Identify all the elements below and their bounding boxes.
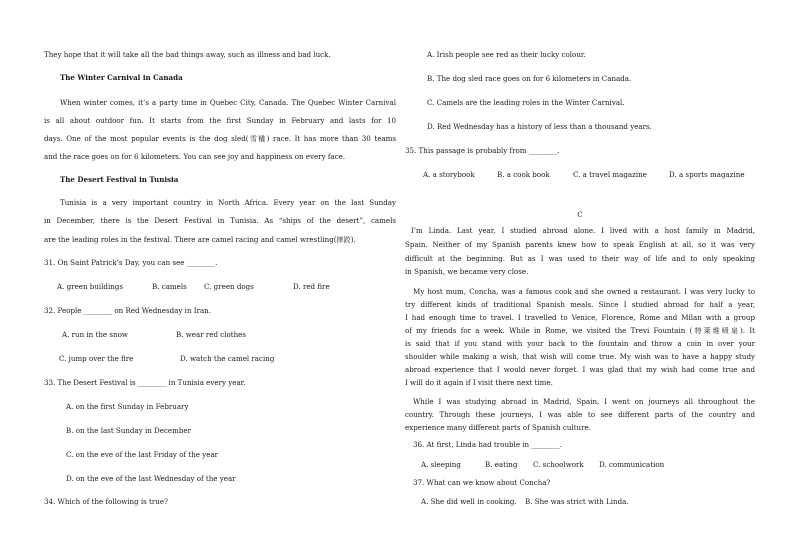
q32-stem: 32. People ________ on Red Wednesday in Iran. — [44, 306, 212, 315]
para1-line: Spain. Neither of my Spanish parents knew how to speak English at all, so it was very — [405, 240, 755, 249]
q35-option-b: B. a cook book — [497, 170, 550, 179]
q33-stem: 33. The Desert Festival is ________ in Tunisia every year. — [44, 378, 246, 387]
q31-option-b: B. camels — [152, 282, 187, 291]
winter-carnival-heading: The Winter Carnival in Canada — [60, 73, 183, 82]
q34-stem: 34. Which of the following is true? — [44, 497, 168, 506]
q32-option-a: A. run in the snow — [62, 330, 128, 339]
section-letter: C — [577, 210, 583, 219]
q35-option-a: A. a storybook — [423, 170, 475, 179]
q37-option-b: B. She was strict with Linda. — [525, 497, 629, 506]
desert-line: in December, there is the Desert Festival in Tunisia. As “ships of the desert”, camels — [44, 216, 396, 225]
winter-line: is all about outdoor fun. It starts from the first Sunday in February and lasts for 10 — [44, 116, 396, 125]
q37-stem: 37. What can we know about Concha? — [413, 478, 551, 487]
q35-option-c: C. a travel magazine — [573, 170, 647, 179]
q34-option-b: B. The dog sled race goes on for 6 kilometers in Canada. — [427, 74, 632, 83]
q31-option-c: C. green dogs — [204, 282, 254, 291]
q36-option-d: D. communication — [599, 460, 665, 469]
para2-line: abroad experience that I would never forget. I was glad that my wish had come true and — [405, 365, 755, 374]
para2-line: My host mum, Concha, was a famous cook and she owned a restaurant. I was very lucky to — [413, 287, 755, 296]
winter-line: days. One of the most popular events is the dog sled(雪橇) race. It has more than 30 teams — [44, 134, 396, 143]
q35-option-d: D. a sports magazine — [669, 170, 745, 179]
para1-line: I’m Linda. Last year, I studied abroad alone. I lived with a host family in Madrid, — [411, 226, 755, 235]
desert-line: are the leading roles in the festival. There are camel racing and camel wrestling(摔跤). — [44, 235, 356, 244]
para2-line: I had enough time to travel. I travelled to Venice, Florence, Rome and Milan with a group — [405, 313, 755, 322]
q37-option-a: A. She did well in cooking. — [421, 497, 517, 506]
q32-option-b: B. wear red clothes — [176, 330, 247, 339]
para2-line: I will do it again if I visit there next time. — [405, 378, 553, 387]
q33-option-d: D. on the eve of the last Wednesday of the year — [66, 474, 236, 483]
q34-option-c: C. Camels are the leading roles in the Winter Carnival. — [427, 98, 625, 107]
q33-option-b: B. on the last Sunday in December — [66, 426, 191, 435]
q32-option-c: C. jump over the fire — [59, 354, 134, 363]
para2-line: is said that if you stand with your back to the fountain and throw a coin in over your — [405, 339, 755, 348]
q34-option-d: D. Red Wednesday has a history of less than a thousand years. — [427, 122, 652, 131]
para3-line: While I was studying abroad in Madrid, Spain, I went on journeys all throughout the — [413, 397, 755, 406]
q31-option-a: A. green buildings — [57, 282, 123, 291]
q35-stem: 35. This passage is probably from ________. — [405, 146, 560, 155]
desert-line: Tunisia is a very important country in North Africa. Every year on the last Sunday — [60, 198, 396, 207]
para1-line: difficult at the beginning. But as I was used to their way of life and to only speaking — [405, 254, 755, 263]
q33-option-c: C. on the eve of the last Friday of the year — [66, 450, 219, 459]
intro-tail-text: They hope that it will take all the bad things away, such as illness and bad luck. — [44, 50, 331, 59]
para2-line: shoulder while making a wish, that wish will come true. My wish was to have a happy study — [405, 352, 755, 361]
para2-line: try different kinds of traditional Spanish meals. Since I studied abroad for half a year, — [405, 300, 755, 309]
q31-option-d: D. red fire — [293, 282, 330, 291]
para2-line: of my friends for a week. While in Rome, we visited the Trevi Fountain (特莱维喷泉). It — [405, 326, 755, 335]
para1-line: in Spanish, we became very close. — [405, 267, 529, 276]
winter-line: and the race goes on for 6 kilometers. You can see joy and happiness on every face. — [44, 152, 346, 161]
q34-option-a: A. Irish people see red as their lucky colour. — [427, 50, 586, 59]
q36-option-c: C. schoolwork — [533, 460, 584, 469]
q33-option-a: A. on the first Sunday in February — [66, 402, 189, 411]
q36-stem: 36. At first, Linda had trouble in ________. — [413, 440, 562, 449]
para3-line: country. Through these journeys, I was able to see different parts of the country and — [405, 410, 755, 419]
winter-line: When winter comes, it’s a party time in Quebec City, Canada. The Quebec Winter Carnival — [60, 98, 396, 107]
q32-option-d: D. watch the camel racing — [180, 354, 275, 363]
desert-festival-heading: The Desert Festival in Tunisia — [60, 175, 179, 184]
para3-line: experience many different parts of Spanish culture. — [405, 423, 591, 432]
q36-option-b: B. eating — [485, 460, 518, 469]
q36-option-a: A. sleeping — [421, 460, 461, 469]
q31-stem: 31. On Saint Patrick’s Day, you can see ________. — [44, 258, 218, 267]
